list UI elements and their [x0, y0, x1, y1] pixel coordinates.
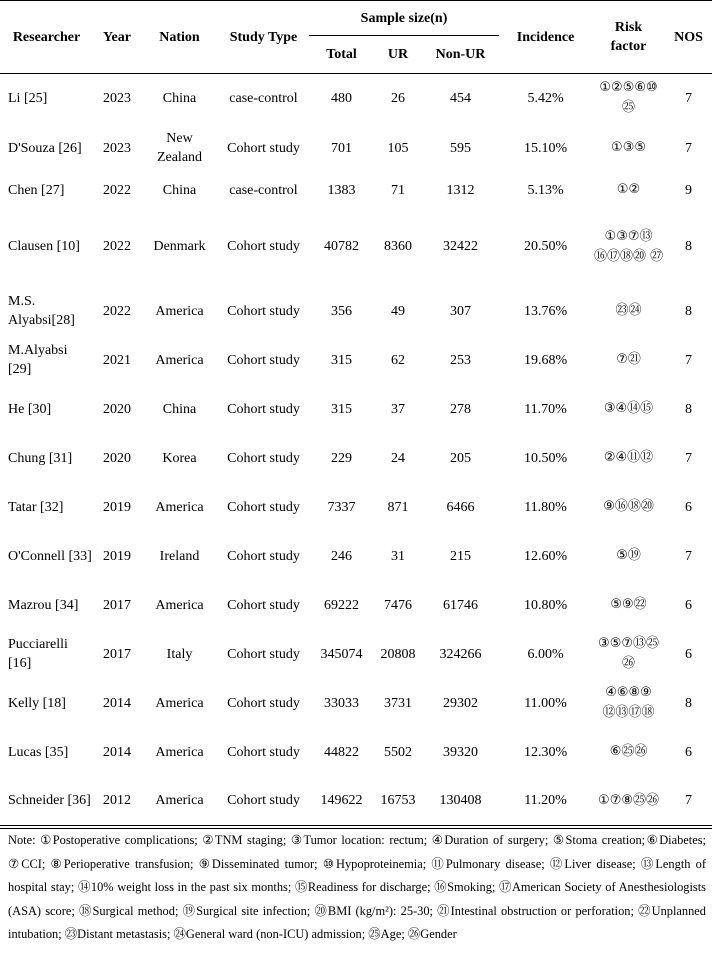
cell-incidence: 10.80%	[523, 597, 568, 613]
cell-risk-factor: ⑦㉑	[616, 352, 641, 367]
cell-study-type: Cohort study	[227, 401, 300, 417]
cell-risk-factor: ④⑥⑧⑨ ⑫⑬⑰⑱	[602, 685, 655, 720]
cell-study-type: Cohort study	[227, 499, 300, 515]
cell-risk-factor: ⑨⑯⑱⑳	[603, 499, 654, 514]
cell-nos: 7	[685, 352, 693, 368]
cell-year: 2021	[103, 352, 131, 368]
cell-study-type: Cohort study	[227, 548, 300, 564]
table-row	[0, 74, 712, 123]
cell-nos: 6	[685, 744, 693, 760]
cell-nos: 7	[685, 90, 693, 106]
cell-incidence: 5.42%	[527, 90, 564, 106]
cell-total: 480	[331, 90, 352, 106]
cell-risk-factor: ③⑤⑦⑬㉕ ㉖	[598, 636, 660, 671]
cell-risk-factor: ⑤⑨㉒	[610, 597, 647, 612]
cell-non-ur: 39320	[443, 744, 479, 760]
cell-risk-factor: ③④⑭⑮	[603, 401, 654, 416]
cell-nos: 8	[685, 695, 693, 711]
cell-nation: Italy	[166, 646, 193, 662]
table-row	[0, 287, 712, 336]
cell-total: 701	[331, 140, 352, 156]
cell-study-type: Cohort study	[227, 303, 300, 319]
cell-total: 1383	[327, 182, 356, 198]
cell-year: 2022	[103, 303, 131, 319]
cell-risk-factor: ①②	[616, 182, 641, 197]
cell-ur: 26	[391, 90, 405, 106]
cell-researcher: Chung [31]	[8, 450, 73, 466]
header-non-ur: Non-UR	[422, 36, 499, 74]
cell-incidence: 11.80%	[524, 499, 567, 515]
cell-researcher: Mazrou [34]	[8, 597, 79, 613]
cell-year: 2022	[103, 182, 131, 198]
cell-total: 246	[331, 548, 352, 564]
cell-risk-factor: ⑤⑲	[616, 548, 641, 563]
cell-total: 69222	[324, 597, 359, 613]
cell-incidence: 11.20%	[524, 793, 567, 809]
cell-non-ur: 595	[450, 140, 472, 156]
cell-ur: 37	[391, 401, 405, 417]
cell-total: 356	[331, 303, 352, 319]
cell-incidence: 15.10%	[523, 140, 568, 156]
cell-nos: 8	[685, 239, 693, 254]
cell-nos: 7	[685, 450, 693, 466]
cell-nation: America	[155, 744, 204, 760]
cell-year: 2023	[103, 90, 131, 106]
header-nation: Nation	[141, 1, 218, 74]
cell-ur: 49	[391, 303, 405, 319]
cell-nos: 6	[685, 597, 693, 613]
header-year: Year	[93, 1, 141, 74]
cell-non-ur: 253	[450, 352, 472, 368]
cell-non-ur: 6466	[446, 499, 475, 515]
cell-nation: America	[155, 499, 204, 515]
cell-total: 315	[331, 401, 352, 417]
cell-nos: 7	[685, 140, 693, 156]
cell-nation: Ireland	[159, 548, 200, 564]
cell-non-ur: 29302	[443, 695, 479, 711]
cell-non-ur: 454	[450, 90, 472, 106]
cell-researcher: Lucas [35]	[8, 744, 69, 760]
cell-researcher: Tatar [32]	[8, 499, 64, 515]
cell-year: 2017	[103, 597, 131, 613]
cell-nation: China	[162, 401, 197, 417]
cell-non-ur: 61746	[443, 597, 479, 613]
cell-ur: 71	[391, 182, 405, 198]
cell-year: 2012	[103, 793, 131, 809]
cell-study-type: Cohort study	[227, 352, 300, 368]
cell-ur: 105	[387, 140, 409, 156]
cell-non-ur: 205	[450, 450, 472, 466]
cell-nation: New Zealand	[156, 131, 203, 165]
cell-non-ur: 324266	[439, 646, 482, 662]
cell-ur: 3731	[384, 695, 412, 711]
cell-ur: 7476	[384, 597, 412, 613]
cell-nation: America	[155, 597, 204, 613]
table-row	[0, 434, 712, 483]
cell-non-ur: 307	[450, 303, 472, 319]
cell-incidence: 12.60%	[523, 548, 568, 564]
header-researcher: Researcher	[0, 1, 93, 74]
cell-non-ur: 278	[450, 401, 472, 417]
table-row	[0, 679, 712, 728]
cell-year: 2020	[103, 401, 131, 417]
cell-incidence: 13.76%	[523, 303, 568, 319]
cell-study-type: Cohort study	[227, 793, 300, 809]
cell-researcher: Chen [27]	[8, 182, 65, 198]
cell-year: 2019	[103, 499, 131, 515]
cell-total: 7337	[327, 499, 356, 515]
cell-risk-factor: ①③⑦⑬ ⑯⑰⑱⑳ ㉗	[593, 228, 664, 264]
cell-study-type: Cohort study	[227, 450, 300, 466]
cell-study-type: case-control	[229, 182, 298, 198]
cell-incidence: 11.00%	[524, 695, 567, 711]
cell-total: 33033	[324, 695, 359, 711]
table-row	[0, 777, 712, 826]
cell-researcher: D'Souza [26]	[8, 140, 82, 156]
cell-total: 345074	[320, 646, 363, 662]
cell-study-type: Cohort study	[227, 239, 300, 254]
cell-year: 2022	[103, 239, 131, 254]
cell-risk-factor: ⑥㉕㉖	[609, 744, 648, 759]
cell-total: 44822	[324, 744, 359, 760]
table-row	[0, 207, 712, 287]
cell-researcher: Li [25]	[8, 90, 48, 106]
table-row	[0, 532, 712, 581]
header-risk-factor: Risk factor	[592, 1, 665, 74]
table-row	[0, 630, 712, 679]
table-row	[0, 483, 712, 532]
cell-incidence: 12.30%	[523, 744, 568, 760]
cell-year: 2014	[103, 695, 131, 711]
header-nos: NOS	[665, 1, 712, 74]
cell-year: 2020	[103, 450, 131, 466]
cell-incidence: 10.50%	[523, 450, 568, 466]
cell-nation: America	[155, 793, 204, 809]
cell-researcher: M.S. Alyabsi[28]	[8, 294, 75, 328]
cell-total: 149622	[320, 793, 363, 809]
cell-study-type: Cohort study	[227, 695, 300, 711]
cell-nation: Korea	[162, 450, 197, 466]
cell-total: 40782	[324, 239, 359, 254]
cell-nos: 6	[685, 499, 693, 515]
cell-year: 2019	[103, 548, 131, 564]
cell-ur: 16753	[380, 793, 416, 809]
cell-study-type: Cohort study	[227, 140, 300, 156]
header-study-type: Study Type	[218, 1, 309, 74]
cell-nos: 9	[685, 182, 693, 198]
cell-nation: China	[162, 182, 197, 198]
cell-study-type: Cohort study	[227, 744, 300, 760]
table-row	[0, 728, 712, 777]
table-row	[0, 385, 712, 434]
cell-nos: 8	[685, 401, 693, 417]
cell-incidence: 5.13%	[527, 182, 564, 198]
table-row	[0, 581, 712, 630]
cell-researcher: M.Alyabsi [29]	[8, 343, 68, 377]
cell-non-ur: 130408	[439, 793, 482, 809]
header-ur: UR	[374, 36, 422, 74]
cell-researcher: Kelly [18]	[8, 695, 66, 711]
header-incidence: Incidence	[499, 1, 592, 74]
cell-ur: 20808	[380, 646, 416, 662]
cell-incidence: 20.50%	[523, 239, 568, 254]
table-note: Note: ①Postoperative complications; ②TNM staging; ③Tumor location: rectum; ④Duration of surgery; ⑤Stoma creation;⑥Diabetes; ⑦CCI; ⑧Perioperative transfusion; ⑨Disseminated tumor; ⑩Hypoproteinemia; ⑪Pulmonary disease; ⑫Liver disease; ⑬Length of hospital stay; ⑭10% weight loss in the past six months; ⑮Readiness for discharge; ⑯Smoking; ⑰American Society of Anesthesiologists (ASA) score; ⑱Surgical method; ⑲Surgical site infection; ⑳BMI (kg/m²): 25-30; ㉑Intestinal obstruction or perforation; ㉒Unplanned intubation; ㉓Distant metastasis; ㉔General ward (non-ICU) admission; ㉕Age; ㉖Gender	[0, 828, 712, 947]
cell-ur: 5502	[384, 744, 412, 760]
table-body	[0, 74, 712, 826]
cell-nos: 7	[685, 793, 693, 809]
cell-researcher: Clausen [10]	[8, 239, 80, 254]
cell-researcher: Schneider [36]	[8, 793, 91, 809]
header-total: Total	[309, 36, 374, 74]
cell-ur: 871	[387, 499, 409, 515]
cell-nation: America	[155, 352, 204, 368]
header-sample-size: Sample size(n)	[360, 10, 448, 26]
cell-nation: America	[155, 303, 204, 319]
cell-non-ur: 32422	[443, 239, 479, 254]
cell-nation: Denmark	[153, 239, 206, 254]
cell-researcher: O'Connell [33]	[8, 548, 92, 564]
cell-nation: China	[162, 90, 197, 106]
cell-risk-factor: ㉓㉔	[615, 303, 642, 318]
cell-year: 2017	[103, 646, 131, 662]
cell-total: 315	[331, 352, 352, 368]
cell-non-ur: 1312	[446, 182, 475, 198]
cell-study-type: case-control	[229, 90, 298, 106]
cell-ur: 31	[391, 548, 405, 564]
cell-nos: 6	[685, 646, 693, 662]
cell-incidence: 6.00%	[527, 646, 564, 662]
cell-nos: 7	[685, 548, 693, 564]
cell-year: 2023	[103, 140, 131, 156]
cell-researcher: He [30]	[8, 401, 52, 417]
cell-ur: 8360	[384, 239, 412, 254]
cell-year: 2014	[103, 744, 131, 760]
cell-nation: America	[155, 695, 204, 711]
table-row	[0, 174, 712, 207]
cell-total: 229	[331, 450, 352, 466]
cell-non-ur: 215	[450, 548, 472, 564]
table-row	[0, 336, 712, 385]
cell-incidence: 11.70%	[524, 401, 567, 417]
cell-risk-factor: ②④⑪⑫	[603, 450, 654, 465]
cell-risk-factor: ①⑦⑧㉕㉖	[598, 792, 660, 808]
cell-risk-factor: ①③⑤	[611, 140, 647, 155]
cell-incidence: 19.68%	[523, 352, 568, 368]
cell-ur: 62	[391, 352, 405, 368]
cell-nos: 8	[685, 303, 693, 319]
cell-researcher: Pucciarelli [16]	[8, 637, 68, 671]
cell-study-type: Cohort study	[227, 597, 300, 613]
table-row	[0, 123, 712, 174]
cell-study-type: Cohort study	[227, 646, 300, 662]
cell-risk-factor: ①②⑤⑥⑩ ㉕	[599, 80, 658, 116]
cell-ur: 24	[391, 450, 405, 466]
